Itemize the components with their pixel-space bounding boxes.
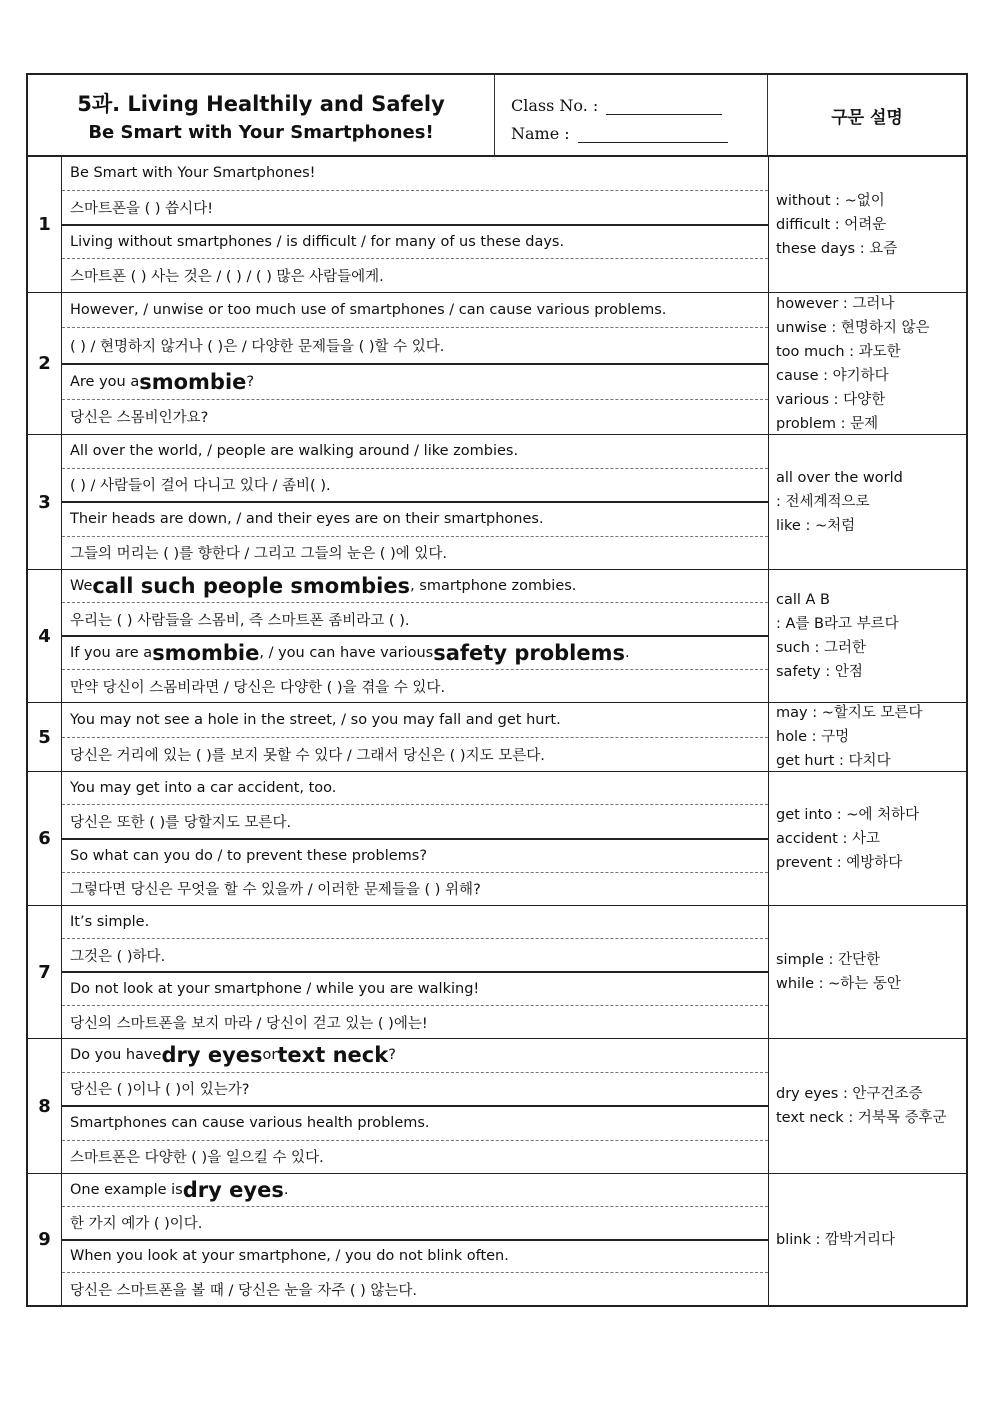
vocab-note: accident : 사고 bbox=[776, 830, 880, 847]
vocab-notes bbox=[769, 570, 966, 702]
sentence-row-7 bbox=[28, 906, 966, 1039]
row-number: 3 bbox=[28, 435, 62, 569]
row-number: 9 bbox=[28, 1174, 62, 1305]
vocab-note: blink : 깜박거리다 bbox=[776, 1231, 895, 1248]
vocab-note: : 전세계적으로 bbox=[776, 494, 870, 510]
vocab-note: unwise : 현명하지 않은 bbox=[776, 319, 930, 336]
vocab-note: get hurt : 다치다 bbox=[776, 753, 891, 769]
korean-line: 한 가지 예가 ( )이다. bbox=[62, 1207, 768, 1241]
sentence-row-9 bbox=[28, 1174, 966, 1305]
row-number: 2 bbox=[28, 293, 62, 434]
vocab-note: may : ~할지도 모른다 bbox=[776, 705, 923, 721]
vocab-notes bbox=[769, 703, 966, 771]
vocab-note: dry eyes : 안구건조증 bbox=[776, 1086, 923, 1102]
vocab-notes bbox=[769, 1039, 966, 1173]
vocab-note: text neck : 거북목 증후군 bbox=[776, 1110, 947, 1126]
sentence-row-5 bbox=[28, 703, 966, 772]
sentence-row-8 bbox=[28, 1039, 966, 1174]
explanation-heading: 구문 설명 bbox=[831, 107, 903, 128]
sentence-row-6 bbox=[28, 772, 966, 906]
sentence-row-4 bbox=[28, 570, 966, 703]
vocab-notes bbox=[769, 157, 966, 292]
worksheet-header bbox=[28, 75, 966, 157]
english-line: Smartphones can cause various health problems. bbox=[62, 1107, 768, 1141]
sentence-rows bbox=[28, 157, 966, 1305]
korean-line: 당신은 또한 ( )를 당할지도 모른다. bbox=[62, 805, 768, 839]
vocab-note: such : 그러한 bbox=[776, 640, 867, 656]
english-line: All over the world, / people are walking around / like zombies. bbox=[62, 435, 768, 469]
english-line: One example is dry eyes . bbox=[62, 1174, 768, 1207]
class-no-label: Class No. : bbox=[511, 96, 599, 115]
korean-line: 우리는 ( ) 사람들을 스몸비, 즉 스마트폰 좀비라고 ( ). bbox=[62, 603, 768, 637]
korean-line: 만약 당신이 스몸비라면 / 당신은 다양한 ( )을 겪을 수 있다. bbox=[70, 679, 446, 696]
korean-line: 당신은 거리에 있는 ( )를 보지 못할 수 있다 / 그래서 당신은 ( )지도 모른다. bbox=[70, 747, 545, 764]
vocab-note: call A B bbox=[776, 592, 830, 608]
row-lines bbox=[62, 570, 769, 702]
row-lines bbox=[62, 906, 769, 1038]
name-field[interactable] bbox=[578, 124, 728, 143]
vocab-note: problem : 문제 bbox=[776, 415, 879, 432]
english-line: However, / unwise or too much use of smartphones / can cause various problems. bbox=[62, 293, 768, 328]
row-number: 4 bbox=[28, 570, 62, 702]
sentence-row-2 bbox=[28, 293, 966, 435]
english-line: Living without smartphones / is difficult / for many of us these days. bbox=[62, 226, 768, 260]
korean-line: ( ) / 사람들이 걸어 다니고 있다 / 좀비( ). bbox=[62, 469, 768, 504]
korean-line: 당신은 스마트폰을 볼 때 / 당신은 눈을 자주 ( ) 않는다. bbox=[70, 1282, 418, 1299]
vocab-note: hole : 구멍 bbox=[776, 729, 850, 745]
lesson-subtitle: Be Smart with Your Smartphones! bbox=[88, 121, 434, 143]
korean-line: ( ) / 현명하지 않거나 ( )은 / 다양한 문제들을 ( )할 수 있다. bbox=[62, 328, 768, 364]
english-line: So what can you do / to prevent these problems? bbox=[62, 840, 768, 873]
english-line: Their heads are down, / and their eyes are on their smartphones. bbox=[62, 503, 768, 537]
row-number: 6 bbox=[28, 772, 62, 905]
english-line: You may not see a hole in the street, / so you may fall and get hurt. bbox=[62, 703, 768, 738]
vocab-note: these days : 요즘 bbox=[776, 240, 898, 257]
vocab-note: : A를 B라고 부르다 bbox=[776, 616, 899, 632]
vocab-note: simple : 간단한 bbox=[776, 952, 880, 968]
row-lines bbox=[62, 703, 769, 771]
english-line: Do you have dry eyes or text neck ? bbox=[62, 1039, 768, 1073]
sentence-row-1 bbox=[28, 157, 966, 293]
row-number: 5 bbox=[28, 703, 62, 771]
english-line: When you look at your smartphone, / you do not blink often. bbox=[62, 1241, 768, 1274]
row-lines bbox=[62, 1039, 769, 1173]
vocab-note: various : 다양한 bbox=[776, 391, 886, 408]
vocab-notes bbox=[769, 906, 966, 1038]
english-line: Are you a smombie ? bbox=[62, 365, 768, 400]
row-number: 1 bbox=[28, 157, 62, 292]
row-number: 7 bbox=[28, 906, 62, 1038]
vocab-note: cause : 야기하다 bbox=[776, 367, 889, 384]
vocab-notes bbox=[769, 435, 966, 569]
row-number: 8 bbox=[28, 1039, 62, 1173]
vocab-note: difficult : 어려운 bbox=[776, 216, 887, 233]
vocab-notes bbox=[769, 293, 966, 434]
english-line: We call such people smombies , smartphone zombies. bbox=[62, 570, 768, 603]
row-lines bbox=[62, 1174, 769, 1305]
vocab-note: prevent : 예방하다 bbox=[776, 854, 903, 871]
korean-line: 그렇다면 당신은 무엇을 할 수 있을까 / 이러한 문제들을 ( ) 위해? bbox=[70, 882, 481, 899]
vocab-notes bbox=[769, 1174, 966, 1305]
vocab-note: however : 그러나 bbox=[776, 295, 895, 312]
student-info-cell bbox=[495, 75, 768, 155]
row-lines bbox=[62, 293, 769, 434]
worksheet bbox=[26, 73, 968, 1307]
english-line: You may get into a car accident, too. bbox=[62, 772, 768, 805]
name-label: Name : bbox=[511, 124, 570, 143]
vocab-note: safety : 안점 bbox=[776, 664, 863, 680]
vocab-notes bbox=[769, 772, 966, 905]
vocab-note: too much : 과도한 bbox=[776, 343, 901, 360]
korean-line: 당신은 ( )이나 ( )이 있는가? bbox=[62, 1073, 768, 1108]
english-line: If you are a smombie , / you can have various safety problems . bbox=[62, 637, 768, 670]
vocab-note: like : ~처럼 bbox=[776, 518, 856, 534]
sentence-row-3 bbox=[28, 435, 966, 570]
class-no-field[interactable] bbox=[606, 96, 722, 115]
lesson-title: 5과. Living Healthily and Safely bbox=[77, 91, 445, 116]
korean-line: 스마트폰을 ( ) 씁시다! bbox=[62, 191, 768, 226]
korean-line: 당신은 스몸비인가요? bbox=[70, 410, 209, 427]
korean-line: 스마트폰은 다양한 ( )을 일으킬 수 있다. bbox=[70, 1150, 324, 1167]
row-lines bbox=[62, 435, 769, 569]
english-line: It’s simple. bbox=[62, 906, 768, 939]
english-line: Be Smart with Your Smartphones! bbox=[62, 157, 768, 191]
korean-line: 당신의 스마트폰을 보지 마라 / 당신이 걷고 있는 ( )에는! bbox=[70, 1015, 428, 1032]
korean-line: 스마트폰 ( ) 사는 것은 / ( ) / ( ) 많은 사람들에게. bbox=[70, 269, 384, 286]
english-line: Do not look at your smartphone / while you are walking! bbox=[62, 973, 768, 1006]
title-cell bbox=[28, 75, 495, 155]
korean-line: 그것은 ( )하다. bbox=[62, 939, 768, 973]
row-lines bbox=[62, 772, 769, 905]
vocab-note: all over the world bbox=[776, 470, 903, 486]
vocab-note: without : ~없이 bbox=[776, 192, 885, 209]
vocab-note: get into : ~에 처하다 bbox=[776, 806, 920, 823]
row-lines bbox=[62, 157, 769, 292]
korean-line: 그들의 머리는 ( )를 향한다 / 그리고 그들의 눈은 ( )에 있다. bbox=[70, 546, 447, 563]
vocab-note: while : ~하는 동안 bbox=[776, 976, 901, 992]
